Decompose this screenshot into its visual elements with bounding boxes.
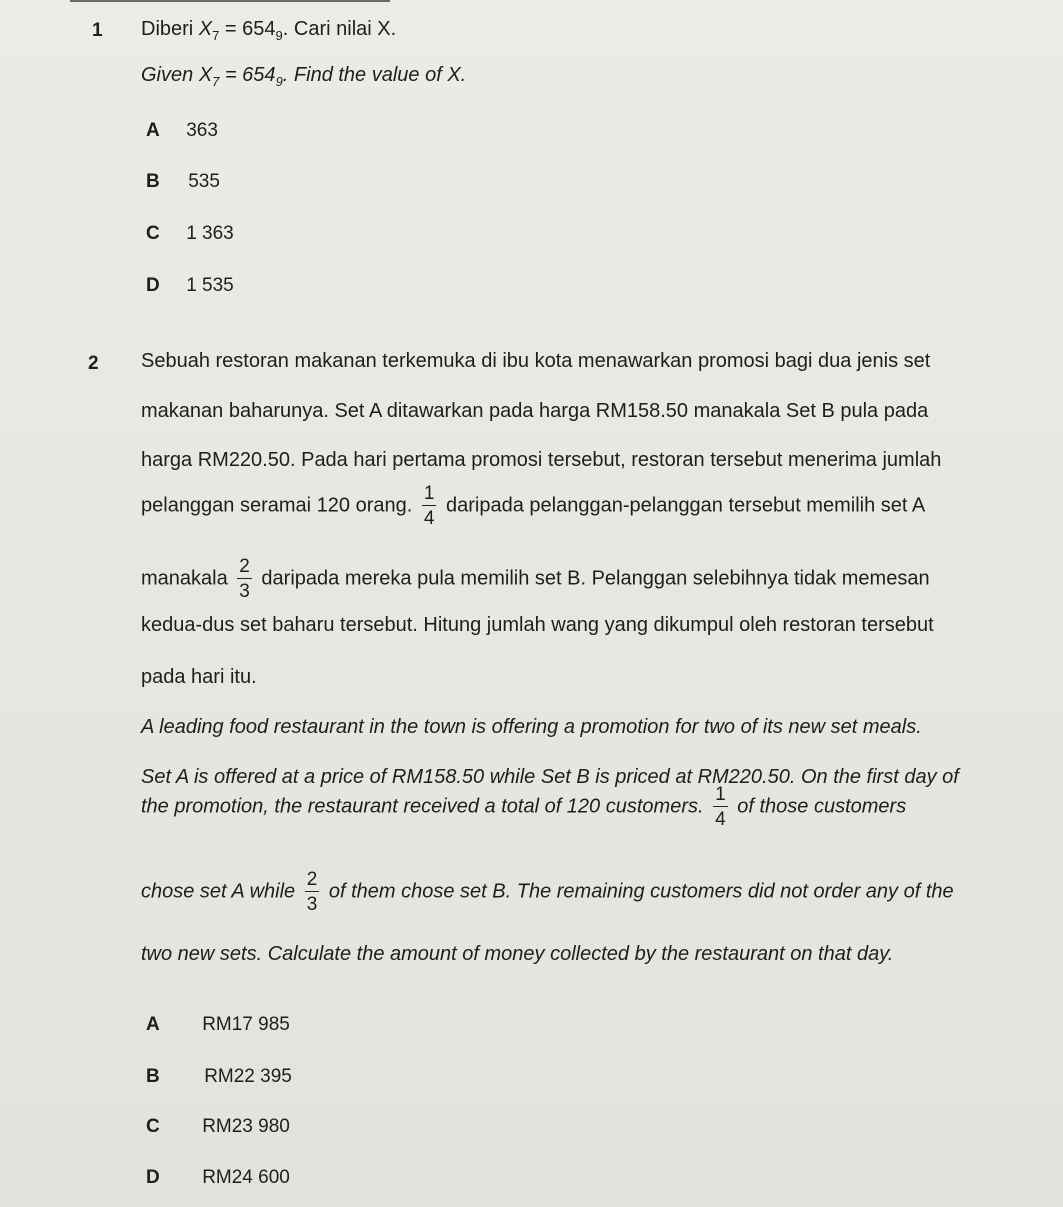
option-value: 535 xyxy=(188,171,220,192)
option-value: RM22 395 xyxy=(204,1066,292,1087)
question-1-english xyxy=(141,64,466,89)
option-label: A xyxy=(146,1014,160,1035)
q1-en-eq: = 654 xyxy=(219,64,276,86)
q1-en-post: . Find the value of X. xyxy=(282,64,467,86)
fraction-denominator: 3 xyxy=(306,894,318,915)
q2-en-line-4 xyxy=(141,870,954,914)
q2-en-line-3a: the promotion, the restaurant received a total of 120 customers. xyxy=(141,795,704,818)
question-number: 2 xyxy=(88,353,99,374)
option-value: RM24 600 xyxy=(202,1167,290,1188)
q2-ms-line-7: pada hari itu. xyxy=(141,666,257,688)
option-c[interactable] xyxy=(146,223,234,245)
question-number: 1 xyxy=(92,20,103,41)
q1-ms-var: X xyxy=(198,18,213,40)
q2-en-line-4a: chose set A while xyxy=(141,880,296,903)
q2-en-line-4b: of them chose set B. The remaining customers did not order any of the xyxy=(328,880,954,903)
fraction-denominator: 3 xyxy=(239,581,250,602)
q2-en-line-1: A leading food restaurant in the town is offering a promotion for two of its new set meals. xyxy=(141,716,922,738)
option-label: B xyxy=(146,171,160,192)
q1-ms-base: 9 xyxy=(275,28,283,43)
option-value: RM17 985 xyxy=(202,1014,290,1035)
q2-ms-line-2: makanan baharunya. Set A ditawarkan pada harga RM158.50 manakala Set B pula pada xyxy=(141,400,929,422)
option-value: RM23 980 xyxy=(202,1116,290,1137)
fraction-two-thirds xyxy=(305,870,320,914)
option-label: A xyxy=(146,120,160,141)
q2-ms-line-3: harga RM220.50. Pada hari pertama promosi tersebut, restoran tersebut menerima jumlah xyxy=(141,449,942,471)
q2-ms-line-4 xyxy=(141,484,925,528)
option-c[interactable] xyxy=(146,1116,290,1138)
option-label: D xyxy=(146,1167,160,1188)
q1-ms-post: . Cari nilai X. xyxy=(282,18,397,40)
fraction-denominator: 4 xyxy=(715,809,726,830)
option-label: C xyxy=(146,1116,160,1137)
q2-ms-line-4a: pelanggan seramai 120 orang. xyxy=(141,494,413,517)
option-a[interactable] xyxy=(146,120,218,142)
fraction-numerator: 2 xyxy=(306,869,318,890)
top-rule xyxy=(70,0,390,2)
q1-en-sub: 7 xyxy=(212,74,220,89)
q1-ms-eq: = 654 xyxy=(219,18,276,40)
question-1-malay xyxy=(141,18,396,43)
q2-ms-line-6: kedua-dus set baharu tersebut. Hitung jumlah wang yang dikumpul oleh restoran tersebut xyxy=(141,614,934,636)
fraction-two-thirds xyxy=(237,557,252,601)
option-label: D xyxy=(146,275,160,296)
q1-ms-sub: 7 xyxy=(212,28,220,43)
option-a[interactable] xyxy=(146,1014,290,1036)
q2-en-line-2: Set A is offered at a price of RM158.50 while Set B is priced at RM220.50. On the first day of xyxy=(141,766,959,788)
fraction-numerator: 1 xyxy=(715,784,726,805)
option-value: 1 535 xyxy=(186,275,234,296)
option-d[interactable] xyxy=(146,1167,290,1189)
q1-en-pre: Given xyxy=(141,64,199,86)
fraction-quarter xyxy=(422,484,437,528)
fraction-denominator: 4 xyxy=(423,508,435,529)
q2-ms-line-5 xyxy=(141,557,930,601)
fraction-quarter xyxy=(713,785,728,829)
q2-ms-line-1: Sebuah restoran makanan terkemuka di ibu kota menawarkan promosi bagi dua jenis set xyxy=(141,350,931,372)
option-label: B xyxy=(146,1066,160,1087)
q1-ms-pre: Diberi xyxy=(141,18,199,40)
fraction-numerator: 1 xyxy=(423,483,435,504)
option-value: 1 363 xyxy=(186,223,234,244)
q1-en-base: 9 xyxy=(275,74,283,89)
fraction-numerator: 2 xyxy=(239,556,250,577)
q2-ms-line-5a: manakala xyxy=(141,567,228,590)
option-b[interactable] xyxy=(146,171,220,193)
q2-en-line-3b: of those customers xyxy=(737,795,907,818)
q2-ms-line-4b: daripada pelanggan-pelanggan tersebut memilih set A xyxy=(446,494,926,517)
option-value: 363 xyxy=(186,120,218,141)
option-d[interactable] xyxy=(146,275,234,297)
option-b[interactable] xyxy=(146,1066,292,1088)
q1-en-var: X xyxy=(198,64,213,86)
q2-en-line-3 xyxy=(141,785,906,829)
q2-en-line-5: two new sets. Calculate the amount of money collected by the restaurant on that day. xyxy=(141,943,894,965)
q2-ms-line-5b: daripada mereka pula memilih set B. Pelanggan selebihnya tidak memesan xyxy=(261,567,930,590)
option-label: C xyxy=(146,223,160,244)
